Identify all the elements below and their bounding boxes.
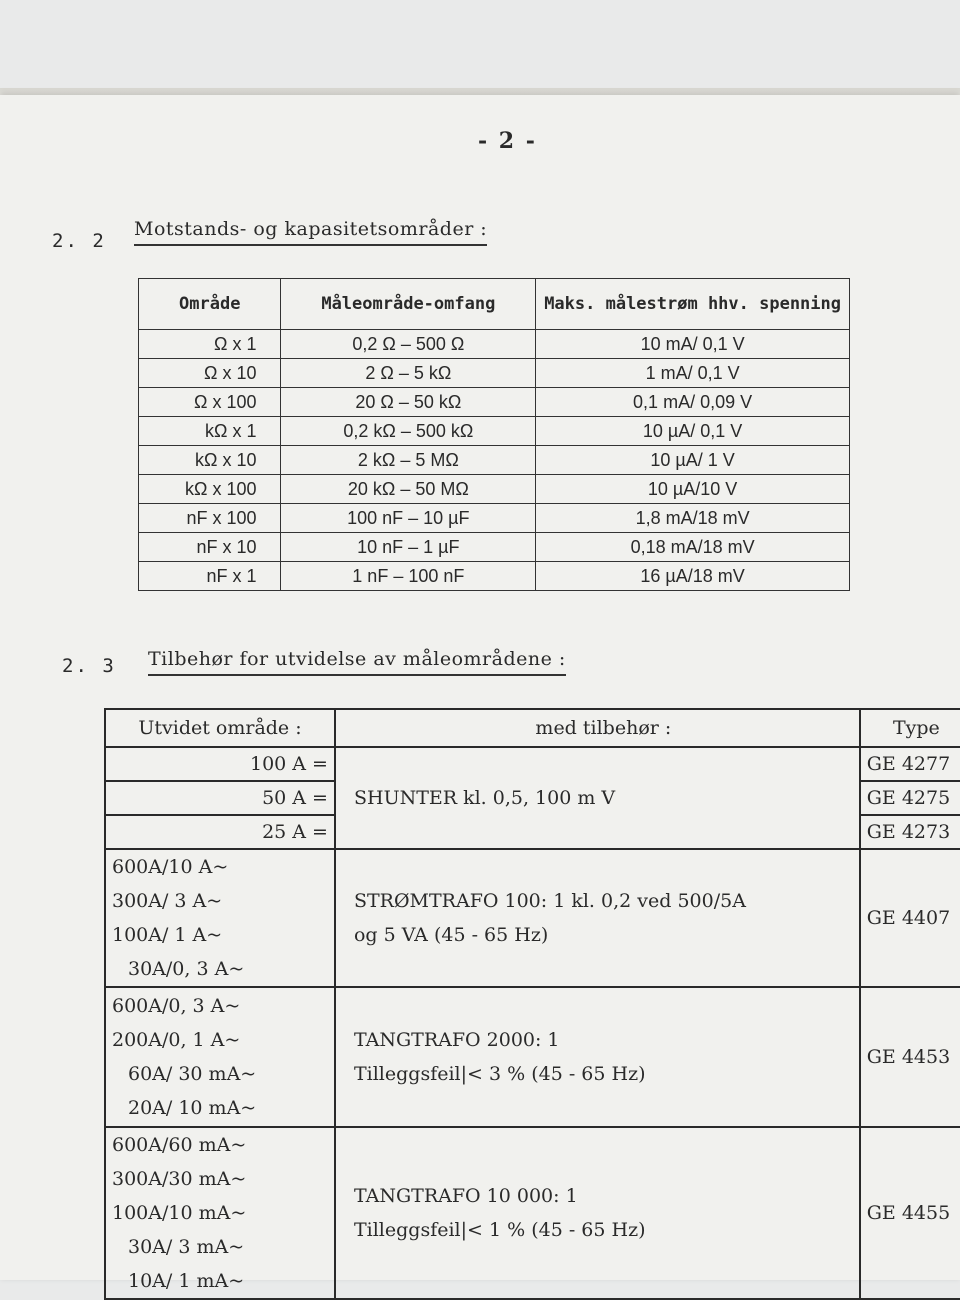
table-row <box>139 533 850 562</box>
span-cell: 2 Ω – 5 kΩ <box>281 359 536 388</box>
range-line: 20A/ 10 mA~ <box>128 1097 257 1119</box>
range-cell: kΩ x 1 <box>139 417 281 446</box>
range-line: 100A/ 1 A~ <box>112 924 223 946</box>
span-cell: 20 Ω – 50 kΩ <box>281 388 536 417</box>
range-cell: 100 A = <box>105 747 335 781</box>
current-cell: 1,8 mA/18 mV <box>536 504 850 533</box>
table-row <box>139 359 850 388</box>
section-number-2-3: 2. 3 <box>62 655 116 677</box>
table-row <box>105 1127 960 1299</box>
accessory-cell <box>335 1127 860 1299</box>
type-cell: GE 4277 <box>860 747 960 781</box>
header-maks-malestrom: Maks. målestrøm hhv. spenning <box>536 279 850 330</box>
range-line: 10A/ 1 mA~ <box>128 1270 245 1292</box>
range-cell <box>105 1127 335 1299</box>
range-line: 300A/30 mA~ <box>112 1168 247 1190</box>
range-line: 600A/10 A~ <box>112 856 229 878</box>
accessory-line: og 5 VA (45 - 65 Hz) <box>353 924 549 946</box>
current-cell: 0,18 mA/18 mV <box>536 533 850 562</box>
range-cell: nF x 100 <box>139 504 281 533</box>
accessory-cell <box>335 987 860 1127</box>
accessory-line: TANGTRAFO 10 000: 1 <box>353 1185 578 1207</box>
current-cell: 1 mA/ 0,1 V <box>536 359 850 388</box>
header-omrade: Område <box>139 279 281 330</box>
table-row <box>139 446 850 475</box>
table-row <box>139 475 850 504</box>
current-cell: 10 mA/ 0,1 V <box>536 330 850 359</box>
accessories-table <box>104 708 960 1300</box>
range-line: 60A/ 30 mA~ <box>128 1063 257 1085</box>
accessory-cell <box>335 849 860 987</box>
current-cell: 10 µA/ 1 V <box>536 446 850 475</box>
range-cell: 50 A = <box>105 781 335 815</box>
range-cell: Ω x 10 <box>139 359 281 388</box>
table-row <box>139 504 850 533</box>
span-cell: 100 nF – 10 µF <box>281 504 536 533</box>
range-cell: kΩ x 10 <box>139 446 281 475</box>
range-line: 100A/10 mA~ <box>112 1202 247 1224</box>
accessory-line: STRØMTRAFO 100: 1 kl. 0,2 ved 500/5A <box>353 890 746 912</box>
type-cell: GE 4453 <box>860 987 960 1127</box>
span-cell: 2 kΩ – 5 MΩ <box>281 446 536 475</box>
range-cell <box>105 849 335 987</box>
accessory-line: Tilleggsfeil|< 1 % (45 - 65 Hz) <box>353 1219 646 1241</box>
table-row <box>105 747 960 781</box>
range-cell: Ω x 1 <box>139 330 281 359</box>
current-cell: 16 µA/18 mV <box>536 562 850 591</box>
header-type: Type <box>860 709 960 747</box>
span-cell: 20 kΩ – 50 MΩ <box>281 475 536 504</box>
table-row <box>105 849 960 987</box>
page-number: - 2 - <box>478 128 537 154</box>
range-line: 300A/ 3 A~ <box>112 890 223 912</box>
table-row <box>139 562 850 591</box>
span-cell: 10 nF – 1 µF <box>281 533 536 562</box>
current-cell: 10 µA/ 0,1 V <box>536 417 850 446</box>
accessory-line: TANGTRAFO 2000: 1 <box>353 1029 560 1051</box>
current-cell: 10 µA/10 V <box>536 475 850 504</box>
section-number-2-2: 2. 2 <box>52 230 106 252</box>
header-utvidet-omrade: Utvidet område : <box>105 709 335 747</box>
type-cell: GE 4275 <box>860 781 960 815</box>
section-title-2-3: Tilbehør for utvidelse av måleområdene : <box>148 648 566 676</box>
range-cell <box>105 987 335 1127</box>
accessory-line: Tilleggsfeil|< 3 % (45 - 65 Hz) <box>353 1063 646 1085</box>
section-title-2-2: Motstands- og kapasitetsområder : <box>134 218 487 246</box>
span-cell: 0,2 kΩ – 500 kΩ <box>281 417 536 446</box>
header-med-tilbehor: med tilbehør : <box>335 709 860 747</box>
range-cell: nF x 1 <box>139 562 281 591</box>
table-row <box>105 987 960 1127</box>
table-row <box>139 417 850 446</box>
range-cell: Ω x 100 <box>139 388 281 417</box>
range-line: 200A/0, 1 A~ <box>112 1029 241 1051</box>
table-header-row <box>139 279 850 330</box>
current-cell: 0,1 mA/ 0,09 V <box>536 388 850 417</box>
type-cell: GE 4455 <box>860 1127 960 1299</box>
range-line: 30A/ 3 mA~ <box>128 1236 245 1258</box>
accessory-cell: SHUNTER kl. 0,5, 100 m V <box>335 747 860 849</box>
span-cell: 1 nF – 100 nF <box>281 562 536 591</box>
type-cell: GE 4407 <box>860 849 960 987</box>
table-row <box>139 330 850 359</box>
span-cell: 0,2 Ω – 500 Ω <box>281 330 536 359</box>
range-cell: nF x 10 <box>139 533 281 562</box>
table-row <box>139 388 850 417</box>
header-maleomrade: Måleområde-omfang <box>281 279 536 330</box>
type-cell: GE 4273 <box>860 815 960 849</box>
resistance-capacitance-table <box>138 278 850 591</box>
range-cell: kΩ x 100 <box>139 475 281 504</box>
range-cell: 25 A = <box>105 815 335 849</box>
table-header-row <box>105 709 960 747</box>
range-line: 30A/0, 3 A~ <box>128 958 245 980</box>
range-line: 600A/0, 3 A~ <box>112 995 241 1017</box>
range-line: 600A/60 mA~ <box>112 1134 247 1156</box>
